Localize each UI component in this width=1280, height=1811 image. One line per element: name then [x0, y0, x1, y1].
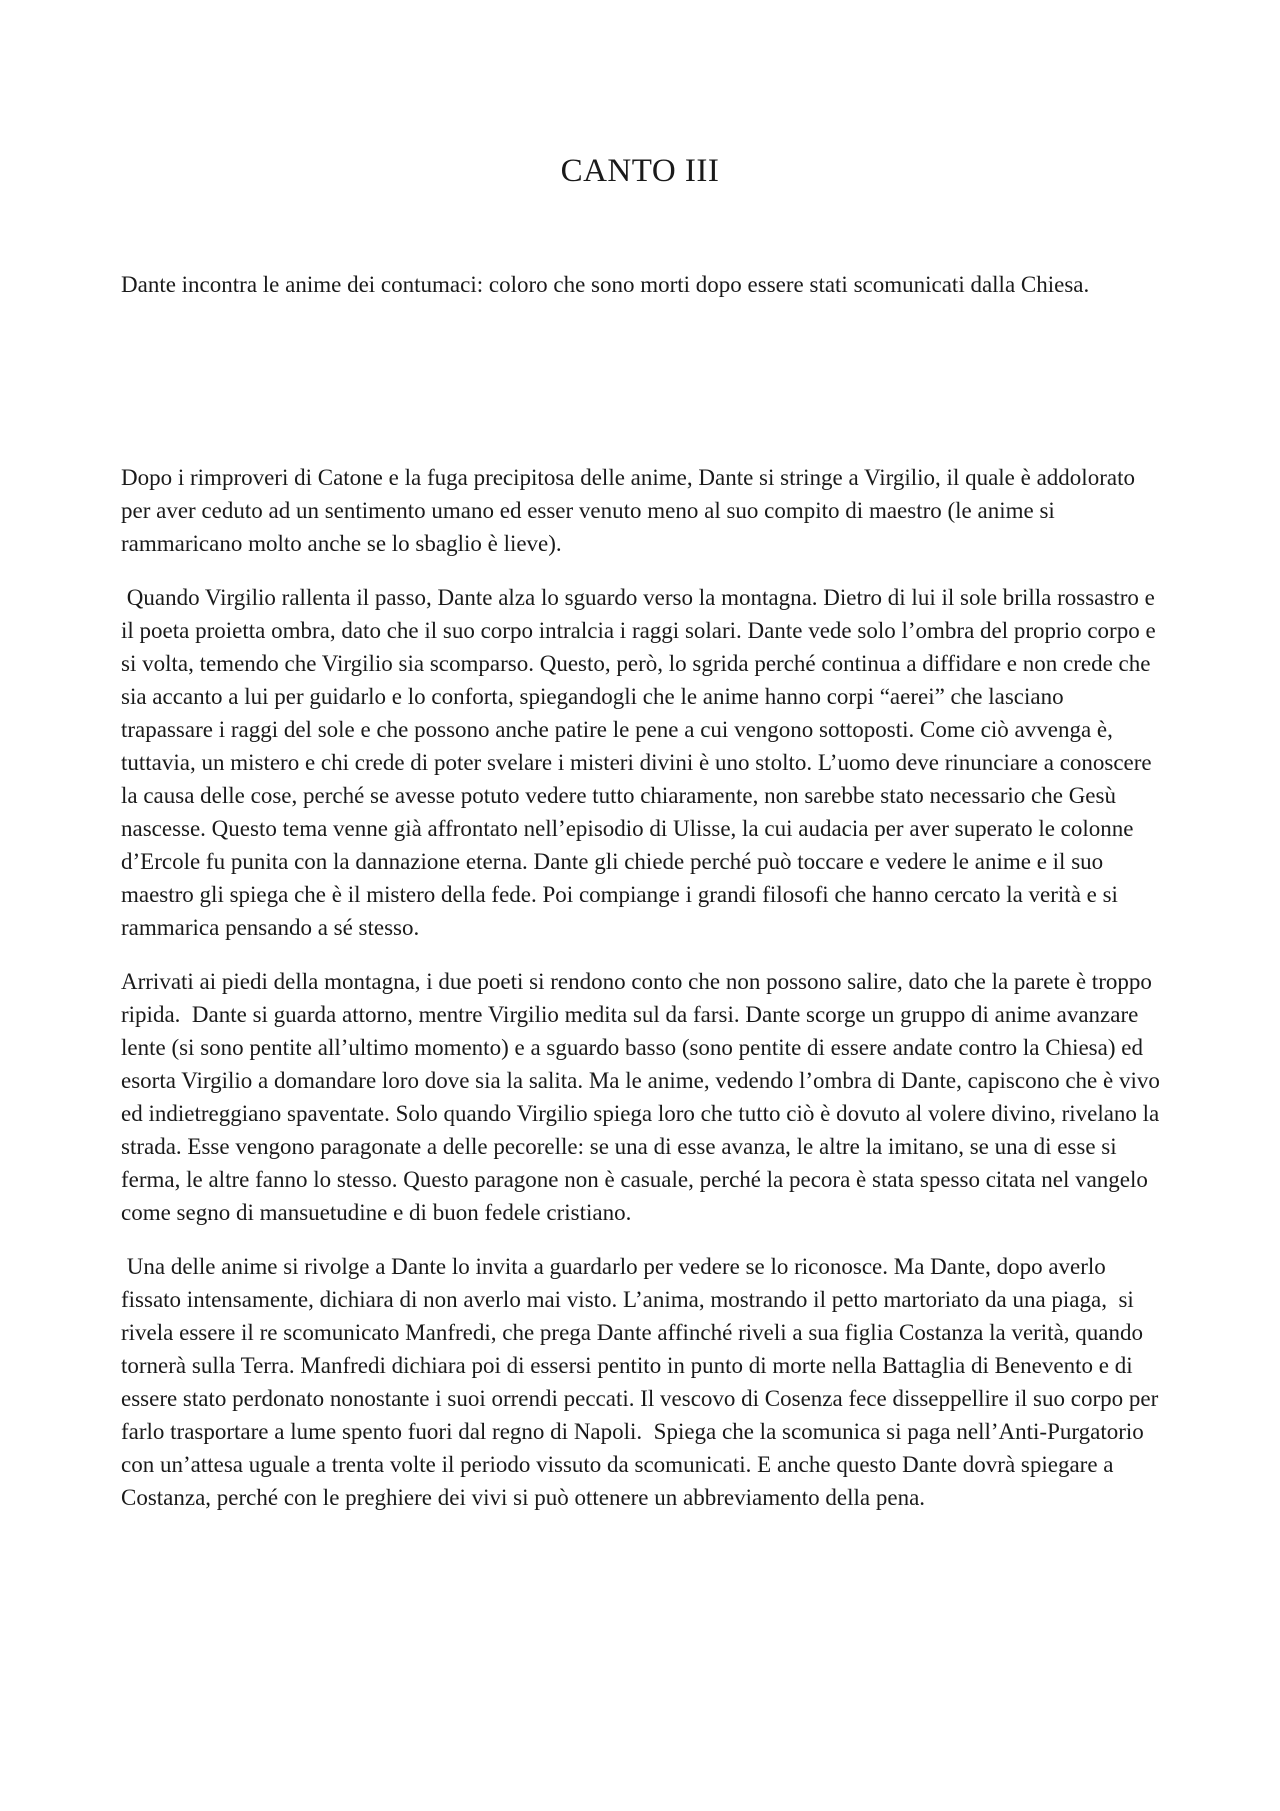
- intro-paragraph: Dante incontra le anime dei contumaci: coloro che sono morti dopo essere stati scomunicati dalla Chiesa.: [121, 272, 1090, 297]
- paragraph-4: Una delle anime si rivolge a Dante lo invita a guardarlo per vedere se lo riconosce. Ma Dante, dopo averlo fissato intensamente, dichiara di non averlo mai visto. L’anima, mostrando il petto martoriato da una piaga, si rivela essere il re scomunicato Manfredi, che prega Dante affinché riveli a sua figlia Costanza la verità, quando tornerà sulla Terra. Manfredi dichiara poi di essersi pentito in punto di morte nella Battaglia di Benevento e di essere stato perdonato nonostante i suoi orrendi peccati. Il vescovo di Cosenza fece disseppellire il suo corpo per farlo trasportare a lume spento fuori dal regno di Napoli. Spiega che la scomunica si paga nell’Anti-Purgatorio con un’attesa uguale a trenta volte il periodo vissuto da scomunicati. E anche questo Dante dovrà spiegare a Costanza, perché con le preghiere dei vivi si può ottenere un abbreviamento della pena.: [121, 1254, 1164, 1510]
- paragraph-2: Quando Virgilio rallenta il passo, Dante alza lo sguardo verso la montagna. Dietro di lui il sole brilla rossastro e il poeta proietta ombra, dato che il suo corpo intralcia i raggi solari. Dante vede solo l’ombra del proprio corpo e si volta, temendo che Virgilio sia scomparso. Questo, però, lo sgrida perché continua a diffidare e non crede che sia accanto a lui per guidarlo e lo conforta, spiegandogli che le anime hanno corpi “aerei” che lasciano trapassare i raggi del sole e che possono anche patire le pene a cui vengono sottoposti. Come ciò avvenga è, tuttavia, un mistero e chi crede di poter svelare i misteri divini è uno stolto. L’uomo deve rinunciare a conoscere la causa delle cose, perché se avesse potuto vedere tutto chiaramente, non sarebbe stato necessario che Gesù nascesse. Questo tema venne già affrontato nell’episodio di Ulisse, la cui audacia per aver superato le colonne d’Ercole fu punita con la dannazione eterna. Dante gli chiede perché può toccare e vedere le anime e il suo maestro gli spiega che è il mistero della fede. Poi compiange i grandi filosofi che hanno cercato la verità e si rammarica pensando a sé stesso.: [121, 585, 1162, 940]
- paragraph-1: Dopo i rimproveri di Catone e la fuga precipitosa delle anime, Dante si stringe a Virgilio, il quale è addolorato per aver ceduto ad un sentimento umano ed esser venuto meno al suo compito di maestro (le anime si rammaricano molto anche se lo sbaglio è lieve).: [121, 465, 1135, 556]
- paragraph-3: Arrivati ai piedi della montagna, i due poeti si rendono conto che non possono salire, dato che la parete è troppo ripida. Dante si guarda attorno, mentre Virgilio medita sul da farsi. Dante scorge un gruppo di anime avanzare lente (si sono pentite all’ultimo momento) e a sguardo basso (sono pentite di essere andate contro la Chiesa) ed esorta Virgilio a domandare loro dove sia la salita. Ma le anime, vedendo l’ombra di Dante, capiscono che è vivo ed indietreggiano spaventate. Solo quando Virgilio spiega loro che tutto ciò è dovuto al volere divino, rivelano la strada. Esse vengono paragonate a delle pecorelle: se una di esse avanza, le altre la imitano, se una di esse si ferma, le altre fanno lo stesso. Questo paragone non è casuale, perché la pecora è stata spesso citata nel vangelo come segno di mansuetudine e di buon fedele cristiano.: [121, 969, 1166, 1225]
- page-title: CANTO III: [560, 153, 720, 189]
- body-text: [121, 461, 1166, 1535]
